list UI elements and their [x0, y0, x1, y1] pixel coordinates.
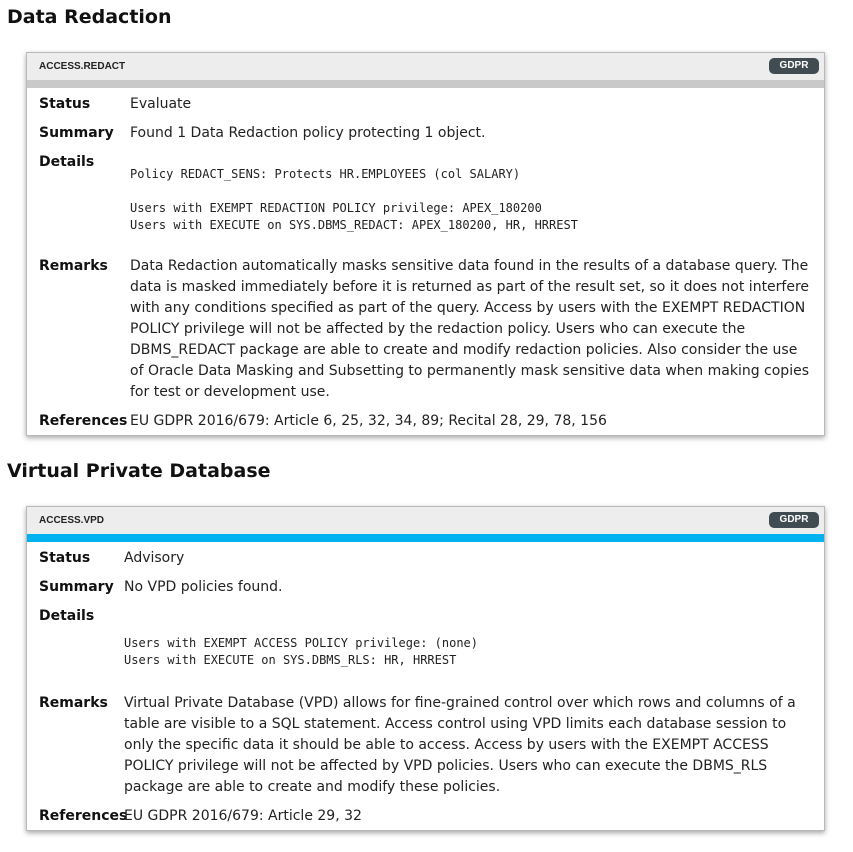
- details-row: [39, 152, 814, 262]
- status-color-bar: [27, 534, 824, 542]
- remarks-value: Virtual Private Database (VPD) allows for fine-grained control over which rows and columns of a table are visible to a SQL statement. Access control using VPD limits each database session to only the specific data it should be able to access. Access by users with the EXEMPT ACCESS POLICY privilege will not be affected by VPD policies. Users who can execute the DBMS_RLS package are able to create and modify these policies.: [124, 695, 796, 795]
- remarks-value: Data Redaction automatically masks sensitive data found in the results of a database query. The data is masked immediately before it is returned as part of the result set, so it does not interfere with any conditions specified as part of the query. Access by users with the EXEMPT REDACTION POLICY privilege will not be affected by the redaction policy. Users who can execute the DBMS_REDACT package are able to create and modify redaction policies. Also consider the use of Oracle Data Masking and Subsetting to permanently mask sensitive data when making copies for test or development use.: [130, 258, 810, 400]
- status-label: Status: [39, 550, 91, 566]
- summary-value: No VPD policies found.: [124, 579, 283, 595]
- details-users-text: Users with EXEMPT ACCESS POLICY privilege: (none) Users with EXECUTE on SYS.DBMS_RLS: HR, HRREST: [124, 636, 479, 667]
- details-users-text: Users with EXEMPT REDACTION POLICY privilege: APEX_180200 Users with EXECUTE on SYS.DBMS_REDACT: APEX_180200, HR, HRREST: [130, 201, 578, 232]
- gdpr-badge: GDPR: [769, 58, 819, 74]
- details-policy-text: Policy REDACT_SENS: Protects HR.EMPLOYEES (col SALARY): [130, 167, 521, 181]
- remarks-row: [39, 256, 814, 406]
- status-label: Status: [39, 96, 91, 112]
- remarks-label: Remarks: [39, 695, 108, 711]
- summary-row: [39, 577, 814, 598]
- status-value: Evaluate: [130, 96, 192, 112]
- gdpr-badge: GDPR: [769, 512, 819, 528]
- status-color-bar: [27, 80, 824, 88]
- references-label: References: [39, 413, 128, 429]
- references-value: EU GDPR 2016/679: Article 29, 32: [124, 808, 362, 824]
- references-row: [39, 411, 814, 432]
- finding-id: ACCESS.REDACT: [39, 61, 126, 72]
- card-header: [27, 507, 824, 534]
- summary-row: [39, 123, 814, 144]
- references-value: EU GDPR 2016/679: Article 6, 25, 32, 34, 89; Recital 28, 29, 78, 156: [130, 413, 607, 429]
- finding-card-access-redact: [26, 52, 825, 436]
- details-label: Details: [39, 154, 95, 170]
- references-row: [39, 806, 814, 827]
- summary-label: Summary: [39, 579, 114, 595]
- section-heading-virtual-private-database: Virtual Private Database: [7, 460, 271, 482]
- details-row: [39, 606, 814, 691]
- summary-label: Summary: [39, 125, 114, 141]
- references-label: References: [39, 808, 128, 824]
- details-label: Details: [39, 608, 95, 624]
- card-header: [27, 53, 824, 80]
- remarks-row: [39, 693, 814, 801]
- remarks-label: Remarks: [39, 258, 108, 274]
- status-row: [39, 548, 814, 569]
- finding-card-access-vpd: [26, 506, 825, 831]
- status-value: Advisory: [124, 550, 185, 566]
- summary-value: Found 1 Data Redaction policy protecting 1 object.: [130, 125, 486, 141]
- section-heading-data-redaction: Data Redaction: [7, 6, 172, 28]
- finding-id: ACCESS.VPD: [39, 515, 105, 526]
- status-row: [39, 94, 814, 115]
